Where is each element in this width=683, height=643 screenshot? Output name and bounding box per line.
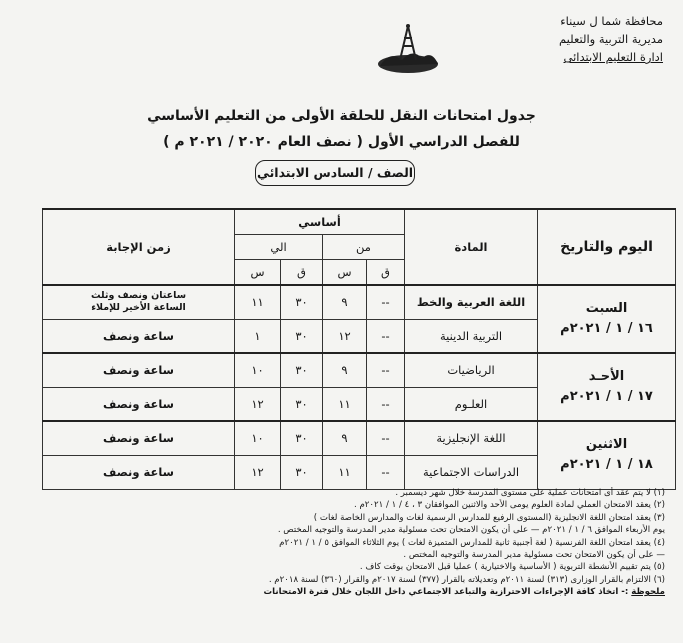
to-s-cell: ١٢ [235,387,281,421]
to-q-cell: ٣٠ [281,387,323,421]
final-note [15,586,665,598]
grade-label: الصف / السادس الابتدائي [255,160,415,186]
from-q-cell: -- [367,319,405,353]
from-q-cell: -- [367,455,405,489]
duration-line: الساعة الأخير للإملاء [91,302,186,314]
table-header-row [43,209,676,235]
title-line-1: جدول امتحانات النقل للحلقة الأولى من التعليم الأساسي [147,108,536,124]
issuer-header [443,12,663,66]
header-duration: زمن الإجابة [43,209,235,285]
exam-date: ١٨ / ١ / ٢٠٢١م [560,457,653,473]
from-s-cell: ٩ [323,421,367,455]
to-s-cell: ١ [235,319,281,353]
to-q-cell: ٣٠ [281,353,323,387]
to-q-cell: ٣٠ [281,421,323,455]
exam-table [42,208,676,490]
header-to: الي [235,235,323,260]
header-from: من [323,235,405,260]
header-day-date: اليوم والتاريخ [538,209,676,285]
duration-cell: ساعة ونصف [43,319,235,353]
governorate-name: محافظة شما ل سيناء [560,14,663,28]
from-s-cell: ١١ [323,387,367,421]
to-q-cell: ٣٠ [281,319,323,353]
table-row [43,353,676,387]
note-item: يوم الأربعاء الموافق ٦ / ١ / ٢٠٢١م — على أن يكون الامتحان تحت مسئولية مدير المدرسة والتوجيه المختص . [277,525,665,536]
to-q-cell: ٣٠ [281,285,323,319]
header-to-s: س [235,260,281,286]
note-item: (٦) الالتزام بالقرار الوزارى (٣١٣) لسنة ٢٠١١م وتعديلاته بالقرار (٣٧٧) لسنة ٢٠١٧م والقرار (٣٦٠) لسنة ٢٠١٨م . [268,574,665,585]
to-s-cell: ١٠ [235,421,281,455]
to-s-cell: ١١ [235,285,281,319]
from-q-cell: -- [367,387,405,421]
duration-cell [43,285,235,319]
note-item: (٥) يتم تقييم الأنشطة التربوية ( الأساسية والاختيارية ) عمليا قبل الامتحان بوقت كاف . [359,562,665,573]
governorate-logo-icon [368,20,448,82]
subject-cell: التربية الدينية [405,319,538,353]
title-line-2: للفصل الدراسي الأول ( نصف العام ٢٠٢٠ / ٢٠٢١ م ) [163,134,520,150]
notes-section [15,487,665,599]
day-name: الأحـد [588,369,625,384]
subject-cell: الدراسات الاجتماعية [405,455,538,489]
note-item: (٢) يعقد الامتحان العملي لمادة العلوم يومى الأحد والاثنين الموافقان ٣ ، ٤ / ١ / ٢٠٢١م . [354,500,665,511]
header-basic: أساسي [235,209,405,235]
duration-cell: ساعة ونصف [43,455,235,489]
note-item: (١) لا يتم عقد أى امتحانات عملية على مستوى المدرسة خلال شهر ديسمبر . [395,488,665,498]
directorate-name: مديرية التربية والتعليم [559,32,663,46]
day-name: الاثنين [585,437,628,453]
subject-cell: العلـوم [405,387,538,421]
administration-name: ادارة التعليم الابتدائى [563,50,663,64]
to-q-cell: ٣٠ [281,455,323,489]
to-s-cell: ١٢ [235,455,281,489]
from-q-cell: -- [367,353,405,387]
duration-cell: ساعة ونصف [43,421,235,455]
exam-date: ١٦ / ١ / ٢٠٢١م [560,321,653,336]
day-date-cell [538,285,676,353]
header-from-q: ق [367,260,405,286]
from-q-cell: -- [367,421,405,455]
duration-cell: ساعة ونصف [43,387,235,421]
day-date-cell [538,353,676,421]
from-s-cell: ١٢ [323,319,367,353]
from-s-cell: ٩ [323,353,367,387]
header-subject: المادة [405,209,538,285]
table-row [43,421,676,455]
header-to-q: ق [281,260,323,286]
subject-cell: الرياضيات [405,353,538,387]
header-from-s: س [323,260,367,286]
from-s-cell: ١١ [323,455,367,489]
table-row [43,285,676,319]
from-s-cell: ٩ [323,285,367,319]
day-date-cell [538,421,676,489]
duration-cell: ساعة ونصف [43,353,235,387]
to-s-cell: ١٠ [235,353,281,387]
exam-date: ١٧ / ١ / ٢٠٢١م [560,389,653,404]
note-item: (٣) يعقد امتحان اللغة الانجليزية (المستوى الرفيع للمدارس الرسمية لغات والمدارس الخاصة لغات ) [313,512,665,523]
day-name: السبت [585,301,628,316]
note-item: (٤) يعقد امتحان اللغة الفرنسية ( لغة أجنبية ثانية للمدارس المتميزة لغات ) يوم الثلاثاء الموافق ٥ / ١ / ٢٠٢١م [279,537,665,548]
document-title [0,103,683,155]
final-note-text: :- اتخاذ كافة الإجراءات الاحترازية والتباعد الاجتماعي داخل اللجان خلال فترة الامتحانات [263,587,629,598]
subject-cell: اللغة الإنجليزية [405,421,538,455]
from-q-cell: -- [367,285,405,319]
subject-cell: اللغة العربية والخط [405,285,538,319]
note-item: — على أن يكون الامتحان تحت مسئولية مدير المدرسة والتوجيه المختص . [403,550,665,561]
final-note-label: ملحوظة [631,587,665,598]
duration-line: ساعتان ونصف وثلث [90,290,187,302]
